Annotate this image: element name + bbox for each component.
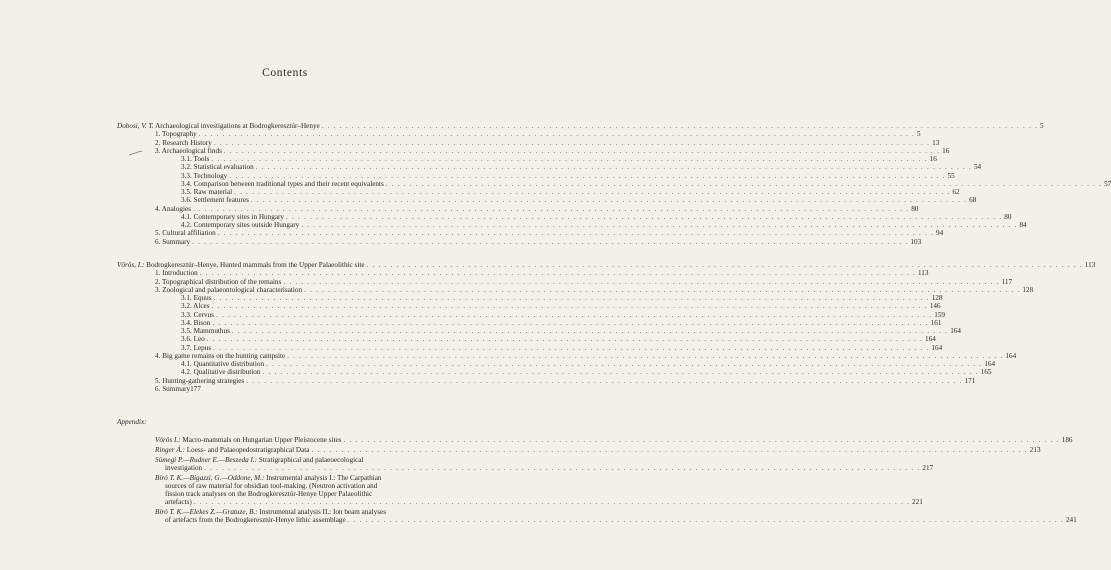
entry-label: 3.4. Bison	[181, 318, 211, 327]
page-number: 80	[1004, 212, 1012, 221]
leader-dots: . . . . . . . . . . . . . . . . . . . . . . . . . . . . . . . . . . . . . . . . . . . . . . . . . . . . . . . . . . . . . . . . . . . . . . . . . . . . . . . . . . . . . . . . . . . . . . . . . . . . . . . . . . . . . . . . . . . . . . . .	[286, 212, 1003, 221]
page-number: 13	[932, 138, 940, 147]
part1-heading	[117, 122, 1044, 130]
entry-label: 3.3. Technology	[181, 171, 228, 180]
leader-dots: . . . . . . . . . . . . . . . . . . . . . . . . . . . . . . . . . . . . . . . . . . . . . . . . . . . . . . . . . . . . . . . . . . . . . . . . . . . . . . . . . . . . . . . . . . . . . . . . . . . . . . . . . . . . . . . . . . . . . . . .	[255, 163, 972, 172]
leader-dots: . . . . . . . . . . . . . . . . . . . . . . . . . . . . . . . . . . . . . . . . . . . . . . . . . . . . . . . . . . . . . . . . . . . . . . . . . . . . . . . . . . . . . . . . . . . . . . . . . . . . . . . . . . . . . . . . . . . . . . . .	[347, 516, 1064, 525]
leader-dots: . . . . . . . . . . . . . . . . . . . . . . . . . . . . . . . . . . . . . . . . . . . . . . . . . . . . . . . . . . . . . . . . . . . . . . . . . . . . . . . . . . . . . . . . . . . . . . . . . . . . . . . . . . . . . . . . . . . . . . . .	[192, 237, 909, 246]
entry-text: fission track analyses on the Bodrogkeresztúr-Henye Upper Palaeolithic	[165, 490, 373, 498]
toc-entry	[155, 285, 1034, 294]
page-number: 5	[916, 130, 921, 139]
page-number: 128	[1022, 285, 1034, 294]
entry-text: investigation	[165, 463, 203, 472]
entry-label: 4.2. Contemporary sites outside Hungary	[181, 221, 300, 229]
page-number: 54	[973, 163, 982, 172]
toc-entry	[181, 221, 1027, 229]
entry-text: Stratigraphical and palaeoecological	[257, 455, 364, 464]
toc-entry	[181, 343, 943, 352]
leader-dots: . . . . . . . . . . . . . . . . . . . . . . . . . . . . . . . . . . . . . . . . . . . . . . . . . . . . . . . . . . . . . . . . . . . . . . . . . . . . . . . . . . . . . . . . . . . . . . . . . . . . . . . . . . . . . . . . . . . . . . . .	[304, 285, 1021, 294]
entry-label: 3. Archaeological finds	[155, 146, 222, 155]
page-number: 186	[1061, 436, 1073, 444]
toc-entry	[155, 130, 921, 139]
author: Sümegi P.—Rudner E.—Beszeda I.:	[155, 455, 258, 464]
author: Bíró T. K.—Elekes Z.—Gratuze, B.:	[155, 508, 258, 516]
entry-label: 5. Hunting-gathering strategies	[155, 376, 245, 385]
page-number: 213	[1029, 445, 1041, 454]
leader-dots: . . . . . . . . . . . . . . . . . . . . . . . . . . . . . . . . . . . . . . . . . . . . . . . . . . . . . . . . . . . . . . . . . . . . . . . . . . . . . . . . . . . . . . . . . . . . . . . . . . . . . . . . . . . . . . . . . . . . . . . .	[211, 155, 928, 163]
page-number: 241	[1065, 516, 1077, 525]
leader-dots: . . . . . . . . . . . . . . . . . . . . . . . . . . . . . . . . . . . . . . . . . . . . . . . . . . . . . . . . . . . . . . . . . . . . . . . . . . . . . . . . . . . . . . . . . . . . . . . . . . . . . . . . . . . . . . . . . . . . . . . .	[211, 302, 928, 311]
appendix-entry-line	[155, 474, 382, 482]
page-number: 117	[1001, 277, 1013, 286]
toc-entry	[155, 277, 1013, 286]
entry-label: 4. Analogies	[155, 204, 191, 213]
author: Vörös I.:	[155, 436, 181, 444]
page-number: 113	[917, 269, 929, 278]
leader-dots: . . . . . . . . . . . . . . . . . . . . . . . . . . . . . . . . . . . . . . . . . . . . . . . . . . . . . . . . . . . . . . . . . . . . . . . . . . . . . . . . . . . . . . . . . . . . . . . . . . . . . . . . . . . . . . . . . . . . . . . .	[321, 122, 1039, 130]
toc-entry	[155, 204, 919, 213]
entry-label: 4.1. Contemporary sites in Hungary	[181, 212, 285, 221]
toc-entry	[181, 294, 943, 302]
leader-dots: . . . . . . . . . . . . . . . . . . . . . . . . . . . . . . . . . . . . . . . . . . . . . . . . . . . . . . . . . . . . . . . . . . . . . . . . . . . . . . . . . . . . . . . . . . . . . . . . . . . . . . . . . . . . . . . . . . . . . . . .	[223, 146, 941, 155]
toc-entry	[181, 163, 982, 172]
toc-entry	[155, 385, 458, 393]
leader-dots: . . . . . . . . . . . . . . . . . . . . . . . . . . . . . . . . . . . . . . . . . . . . . . . . . . . . . . . . . . . . . . . . . . . . . . . . . . . . . . . . . . . . . . . . . . . . . . . . . . . . . . . . . . . . . . . . . . . . . . . .	[366, 261, 1083, 269]
page-number: 16	[942, 146, 950, 155]
entry-label: 3.6. Settlement features	[181, 196, 249, 205]
toc-entry	[181, 360, 996, 368]
entry-label: 1. Introduction	[155, 269, 198, 278]
entry-label: 1. Topography	[155, 130, 197, 139]
page-number: 164	[950, 327, 961, 335]
leader-dots: . . . . . . . . . . . . . . . . . . . . . . . . . . . . . . . . . . . . . . . . . . . . . . . . . . . . . . . . . . . . . . . . . . . . . . . . . . . . . . . . . . . . . . . . . . . . . . . . . . . . . . . . . . . . . . . . . . . . . . . .	[192, 204, 910, 213]
leader-dots: . . . . . . . . . . . . . . . . . . . . . . . . . . . . . . . . . . . . . . . . . . . . . . . . . . . . . . . . . . . . . . . . . . . . . . . . . . . . . . . . . . . . . . . . . . . . . . . . . . . . . . . . . . . . . . . . . . . . . . . .	[213, 138, 931, 147]
part2-heading	[117, 261, 1096, 269]
leader-dots: . . . . . . . . . . . . . . . . . . . . . . . . . . . . . . . . . . . . . . . . . . . . . . . . . . . . . . . . . . . . . . . . . . . . . . . . . . . . . . . . . . . . . . . . . . . . . . . . . . . . . . . . . . . . . . . . . . . . . . . .	[198, 130, 915, 139]
leader-dots: . . . . . . . . . . . . . . . . . . . . . . . . . . . . . . . . . . . . . . . . . . . . . . . . . . . . . . . . . . . . . . . . . . . . . . . . . . . . . . . . . . . . . . . . . . . . . . . . . . . . . . . . . . . . . . . . . . . . . . . .	[262, 368, 979, 377]
page-number: 84	[1019, 221, 1027, 229]
page-number: 171	[964, 376, 976, 385]
entry-label: 3.2. Alces	[181, 302, 210, 311]
leader-dots: . . . . . . . . . . . . . . . . . . . . . . . . . . . . . . . . . . . . . . . . . . . . . . . . . . . . . . . . . . . . . . . . . . . . . . . . . . . . . . . . . . . . . . . . . . . . . . . . . . . . . . . . . . . . . . . . . . . . . . . .	[206, 335, 924, 344]
toc-entry	[181, 179, 1111, 188]
page-number: 146	[929, 302, 941, 311]
leader-dots: . . . . . . . . . . . . . . . . . . . . . . . . . . . . . . . . . . . . . . . . . . . . . . . . . . . . . . . . . . . . . . . . . . . . . . . . . . . . . . . . . . . . . . . . . . . . . . . . . . . . . . . . . . . . . . . . . . . . . . . .	[193, 498, 910, 507]
author: Dobosi, V. T.	[117, 122, 154, 130]
toc-entry	[181, 171, 955, 180]
toc-entry	[155, 138, 940, 147]
entry-label: 5. Cultural affiliation	[155, 229, 216, 238]
entry-text: sources of raw material for obsidian tool-making. (Neutron activation and	[165, 481, 378, 490]
toc-entry	[181, 302, 941, 311]
entry-label: 3.1. Equus	[181, 294, 212, 302]
page-number: 16	[929, 155, 937, 163]
author: Vörös, I.:	[117, 261, 145, 269]
toc-entry	[155, 237, 922, 246]
page-number: 55	[947, 171, 955, 180]
page-number: 57	[1104, 179, 1111, 188]
page-number: 68	[969, 196, 977, 205]
page-number: 165	[980, 368, 992, 377]
toc-entry	[181, 318, 942, 327]
entry-label: 2. Research History	[155, 138, 212, 147]
page-number: 159	[934, 310, 945, 319]
entry-label: 4. Big game remains on the hunting campsite	[155, 351, 286, 360]
entry-label: 3.3. Cervus	[181, 310, 214, 319]
leader-dots: . . . . . . . . . . . . . . . . . . . . . . . . . . . . . . . . . . . . . . . . . . . . . . . . . . . . . . . . . . . . . . . . . . . . . . . . . . . . . . . . . . . . . . . . . . . . . . . . . . . . . . . . . . . . . . . . . . . . . . . .	[213, 343, 930, 352]
entry-text: artefacts)	[165, 498, 192, 507]
leader-dots: . . . . . . . . . . . . . . . . . . . . . . . . . . . . . . . . . . . . . . . . . . . . . . . . . . . . . . . . . . . . . . . . . . . . . . . . . . . . . . . . . . . . . . . . . . . . . . . . . . . . . . . . . . . . . . . . . . . . . . . .	[212, 318, 929, 327]
leader-dots: . . . . . . . . . . . . . . . . . . . . . . . . . . . . . . . . . . . . . . . . . . . . . . . . . . . . . . . . . . . . . . . . . . . . . . . . . . . . . . . . . . . . . . . . . . . . . . . . . . . . . . . . . . . . . . . . . . . . . . . .	[283, 277, 1000, 286]
entry-text: Instrumental analysis II.: Ion beam analyses	[257, 508, 387, 516]
appendix-entry-line	[155, 456, 363, 464]
part-title: Bodrogkeresztúr–Henye, Hunted mammals from the Upper Palaeolithic site	[144, 261, 365, 269]
toc-entry	[181, 327, 961, 335]
page-number: 80	[911, 204, 919, 213]
leader-dots: . . . . . . . . . . . . . . . . . . . . . . . . . . . . . . . . . . . . . . . . . . . . . . . . . . . . . . . . . . . . . . . . . . . . . . . . . . . . . . . . . . . . . . . . . . . . . . . . . . . . . . . . . . . . . . . . . . . . . . . .	[250, 196, 968, 205]
part-title: Archaeological investigations at Bodrogkeresztúr–Henye	[153, 122, 320, 130]
appendix-entry	[155, 445, 1041, 454]
entry-text: Instrumental analysis I.: The Carpathian	[264, 473, 382, 482]
appendix-heading: Appendix:	[117, 418, 147, 426]
leader-dots: . . . . . . . . . . . . . . . . . . . . . . . . . . . . . . . . . . . . . . . . . . . . . . . . . . . . . . . . . . . . . . . . . . . . . . . . . . . . . . . . . . . . . . . . . . . . . . . . . . . . . . . . . . . . . . . . . . . . . . . .	[266, 360, 983, 368]
toc-entry	[155, 269, 929, 278]
page-number: 217	[922, 463, 934, 472]
leader-dots: . . . . . . . . . . . . . . . . . . . . . . . . . . . . . . . . . . . . . . . . . . . . . . . . . . . . . . . . . . . . . . . . . . . . . . . . . . . . . . . . . . . . . . . . . . . . . . . . . . . . . . . . . . . . . . . . . . . . . . . .	[199, 269, 916, 278]
entry-label: 2. Topographical distribution of the remains	[155, 277, 282, 286]
toc-entry	[181, 310, 945, 319]
entry-label: 3.5. Mammuthus	[181, 327, 230, 335]
entry-label: 6. Summary177	[155, 384, 201, 393]
entry-label: 3.2. Statistical evaluation	[181, 163, 254, 172]
entry-label: 6. Summary	[155, 237, 191, 246]
toc-entry	[155, 376, 976, 385]
toc-entry	[155, 351, 1017, 360]
page-title: Contents	[262, 67, 308, 79]
leader-dots: . . . . . . . . . . . . . . . . . . . . . . . . . . . . . . . . . . . . . . . . . . . . . . . . . . . . . . . . . . . . . . . . . . . . . . . . . . . . . . . . . . . . . . . . . . . . . . . . . . . . . . . . . . . . . . . . . . . . . . . .	[234, 188, 951, 196]
page-number: 221	[912, 498, 923, 507]
entry-label: 3. Zoological and palaeontological characterisation	[155, 285, 303, 294]
toc-entry	[181, 368, 992, 377]
appendix-entry	[165, 498, 923, 507]
leader-dots: . . . . . . . . . . . . . . . . . . . . . . . . . . . . . . . . . . . . . . . . . . . . . . . . . . . . . . . . . . . . . . . . . . . . . . . . . . . . . . . . . . . . . . . . . . . . . . . . . . . . . . . . . . . . . . . . . . . . . . . .	[217, 229, 935, 238]
page-number: 164	[931, 343, 943, 352]
page-number: 5	[1040, 122, 1044, 130]
leader-dots: . . . . . . . . . . . . . . . . . . . . . . . . . . . . . . . . . . . . . . . . . . . . . . . . . . . . . . . . . . . . . . . . . . . . . . . . . . . . . . . . . . . . . . . . . . . . . . . . . . . . . . . . . . . . . . . . . . . . . . . .	[301, 221, 1018, 229]
leader-dots: . . . . . . . . . . . . . . . . . . . . . . . . . . . . . . . . . . . . . . . . . . . . . . . . . . . . . . . . . . . . . . . . . . . . . . . . . . . . . . . . . . . . . . . . . . . . . . . . . . . . . . . . . . . . . . . . . . . . . . . .	[311, 445, 1028, 454]
entry-label: 3.1. Tools	[181, 155, 210, 163]
leader-dots: . . . . . . . . . . . . . . . . . . . . . . . . . . . . . . . . . . . . . . . . . . . . . . . . . . . . . . . . . . . . . . . . . . . . . . . . . . . . . . . . . . . . . . . . . . . . . . . . . . . . . . . . . . . . . . . . . . . . . . . .	[343, 436, 1060, 444]
toc-entry	[181, 196, 977, 205]
toc-entry	[181, 155, 937, 163]
page-number: 103	[910, 237, 922, 246]
entry-text: Macro-mammals on Hungarian Upper Pleistocene sites	[180, 436, 342, 444]
toc-entry	[155, 229, 944, 238]
page-number: 164	[984, 360, 996, 368]
page-number: 128	[931, 294, 943, 302]
author: Bíró T. K.—Bigazzi, G.—Oddone, M.:	[155, 473, 265, 482]
toc-entry	[181, 188, 960, 196]
entry-label: 3.7. Lepus	[181, 343, 212, 352]
entry-label: 3.6. Leo	[181, 335, 205, 344]
leader-dots: . . . . . . . . . . . . . . . . . . . . . . . . . . . . . . . . . . . . . . . . . . . . . . . . . . . . . . . . . . . . . . . . . . . . . . . . . . . . . . . . . . . . . . . . . . . . . . . . . . . . . . . . . . . . . . . . . . . . . . . .	[213, 294, 930, 302]
page-number: 113	[1084, 261, 1096, 269]
page-number: 94	[936, 229, 944, 238]
page-number: 161	[930, 318, 942, 327]
leader-dots: . . . . . . . . . . . . . . . . . . . . . . . . . . . . . . . . . . . . . . . . . . . . . . . . . . . . . . . . . . . . . . . . . . . . . . . . . . . . . . . . . . . . . . . . . . . . . . . . . . . . . . . . . . . . . . . . . . . . . . . .	[246, 376, 963, 385]
entry-label: 4.2. Qualitative distribution	[181, 368, 261, 377]
toc-entry	[155, 146, 950, 155]
leader-dots: . . . . . . . . . . . . . . . . . . . . . . . . . . . . . . . . . . . . . . . . . . . . . . . . . . . . . . . . . . . . . . . . . . . . . . . . . . . . . . . . . . . . . . . . . . . . . . . . . . . . . . . . . . . . . . . . . . . . . . . .	[287, 351, 1004, 360]
appendix-entry-line	[155, 508, 386, 516]
entry-label: 3.4. Comparison between traditional types and their recent equivalents	[181, 179, 384, 188]
leader-dots: . . . . . . . . . . . . . . . . . . . . . . . . . . . . . . . . . . . . . . . . . . . . . . . . . . . . . . . . . . . . . . . . . . . . . . . . . . . . . . . . . . . . . . . . . . . . . . . . . . . . . . . . . . . . . . . . . . . . . . . .	[215, 310, 933, 319]
author: Ringer Á.:	[155, 445, 185, 454]
page-number: 164	[925, 335, 936, 344]
appendix-entry	[165, 463, 934, 472]
entry-text: Loess- and Palaeopedostratigraphical Data	[184, 445, 310, 454]
page-number: 164	[1005, 351, 1017, 360]
appendix-entry-line	[165, 490, 372, 498]
leader-dots: . . . . . . . . . . . . . . . . . . . . . . . . . . . . . . . . . . . . . . . . . . . . . . . . . . . . . . . . . . . . . . . . . . . . . . . . . . . . . . . . . . . . . . . . . . . . . . . . . . . . . . . . . . . . . . . . . . . . . . . .	[204, 463, 921, 472]
leader-dots: . . . . . . . . . . . . . . . . . . . . . . . . . . . . . . . . . . . . . . . . . . . . . . . . . . . . . . . . . . . . . . . . . . . . . . . . . . . . . . . . . . . . . . . . . . . . . . . . . . . . . . . . . . . . . . . . . . . . . . . .	[229, 171, 946, 180]
appendix-entry	[165, 516, 1077, 525]
leader-dots: . . . . . . . . . . . . . . . . . . . . . . . . . . . . . . . . . . . . . . . . . . . . . . . . . . . . . . . . . . . . . . . . . . . . . . . . . . . . . . . . . . . . . . . . . . . . . . . . . . . . . . . . . . . . . . . . . . . . . . . .	[231, 327, 949, 335]
leader-dots: . . . . . . . . . . . . . . . . . . . . . . . . . . . . . . . . . . . . . . . . . . . . . . . . . . . . . . . . . . . . . . . . . . . . . . . . . . . . . . . . . . . . . . . . . . . . . . . . . . . . . . . . . . . . . . . . . . . . . . . .	[385, 179, 1103, 188]
entry-label: 4.1. Quantitative distribution	[181, 360, 265, 368]
page-number: 62	[952, 188, 960, 196]
entry-text: of artefacts from the Bodrogkeresztúr-Henye lithic assemblage	[165, 516, 346, 525]
entry-label: 3.5. Raw material	[181, 188, 233, 196]
toc-entry	[181, 212, 1012, 221]
appendix-entry	[155, 436, 1073, 444]
toc-entry	[181, 335, 936, 344]
appendix-entry-line	[165, 482, 377, 490]
